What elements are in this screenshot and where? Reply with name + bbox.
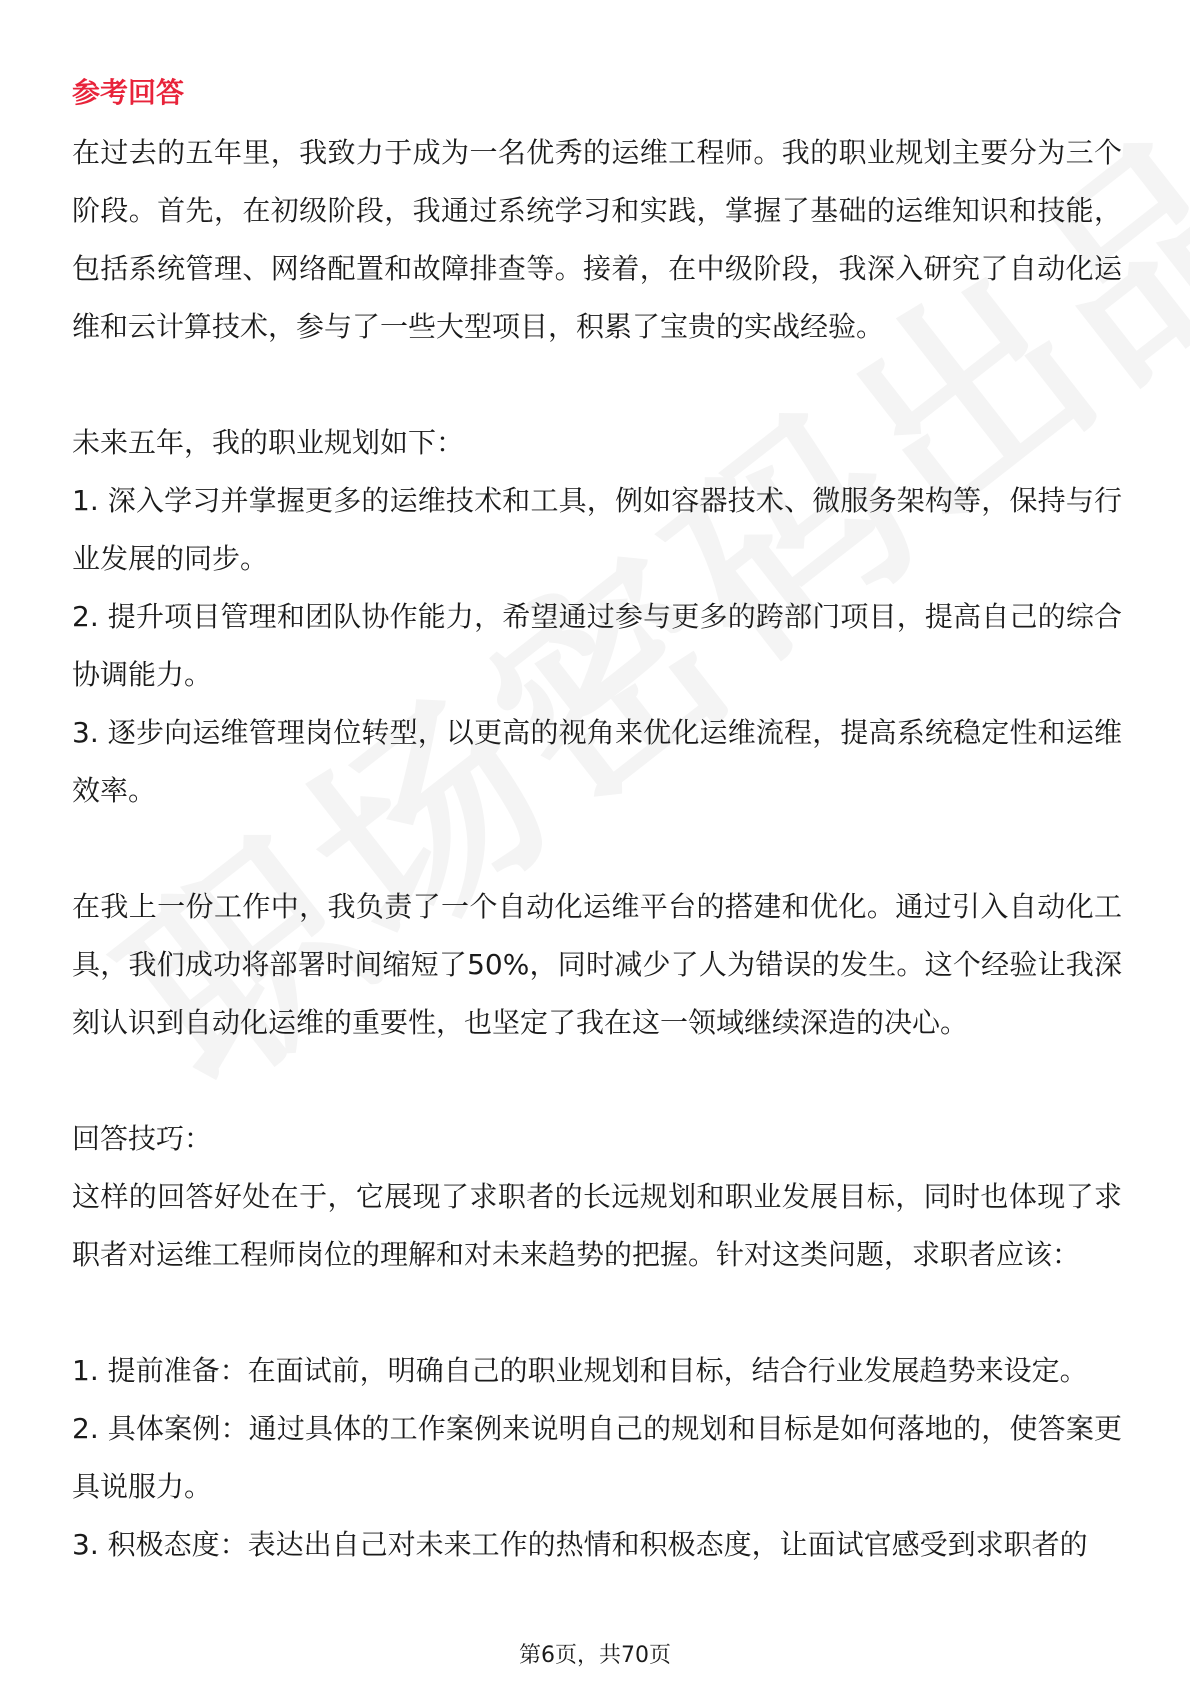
future-plan-item: 3. 逐步向运维管理岗位转型，以更高的视角来优化运维流程，提高系统稳定性和运维效率。: [72, 716, 1122, 807]
tips-paragraph: 这样的回答好处在于，它展现了求职者的长远规划和职业发展目标，同时也体现了求职者对运维工程师岗位的理解和对未来趋势的把握。针对这类问题，求职者应该：: [72, 1180, 1122, 1271]
future-plan-intro: 未来五年，我的职业规划如下：: [72, 426, 465, 459]
document-body: [72, 72, 1122, 1574]
page-number: 第6页，共70页: [519, 1643, 671, 1668]
paragraph-gap: [72, 1284, 1122, 1342]
tips-item: 3. 积极态度：表达出自己对未来工作的热情和积极态度，让面试官感受到求职者的: [72, 1528, 1088, 1561]
paragraph-gap: [72, 820, 1122, 878]
experience-paragraph: 在我上一份工作中，我负责了一个自动化运维平台的搭建和优化。通过引入自动化工具，我们成功将部署时间缩短了50%，同时减少了人为错误的发生。这个经验让我深刻认识到自动化运维的重要性，也坚定了我在这一领域继续深造的决心。: [72, 890, 1122, 1039]
paragraph-gap: [72, 356, 1122, 414]
paragraph-gap: [72, 1052, 1122, 1110]
answer-paragraph: 在过去的五年里，我致力于成为一名优秀的运维工程师。我的职业规划主要分为三个阶段。首先，在初级阶段，我通过系统学习和实践，掌握了基础的运维知识和技能，包括系统管理、网络配置和故障排查等。接着，在中级阶段，我深入研究了自动化运维和云计算技术，参与了一些大型项目，积累了宝贵的实战经验。: [72, 136, 1122, 343]
future-plan-item: 1. 深入学习并掌握更多的运维技术和工具，例如容器技术、微服务架构等，保持与行业发展的同步。: [72, 484, 1122, 575]
tips-title: 回答技巧：: [72, 1122, 213, 1155]
tips-item: 2. 具体案例：通过具体的工作案例来说明自己的规划和目标是如何落地的，使答案更具说服力。: [72, 1412, 1122, 1503]
section-heading: 参考回答: [72, 76, 185, 109]
tips-item: 1. 提前准备：在面试前，明确自己的职业规划和目标，结合行业发展趋势来设定。: [72, 1354, 1088, 1387]
future-plan-item: 2. 提升项目管理和团队协作能力，希望通过参与更多的跨部门项目，提高自己的综合协调能力。: [72, 600, 1122, 691]
